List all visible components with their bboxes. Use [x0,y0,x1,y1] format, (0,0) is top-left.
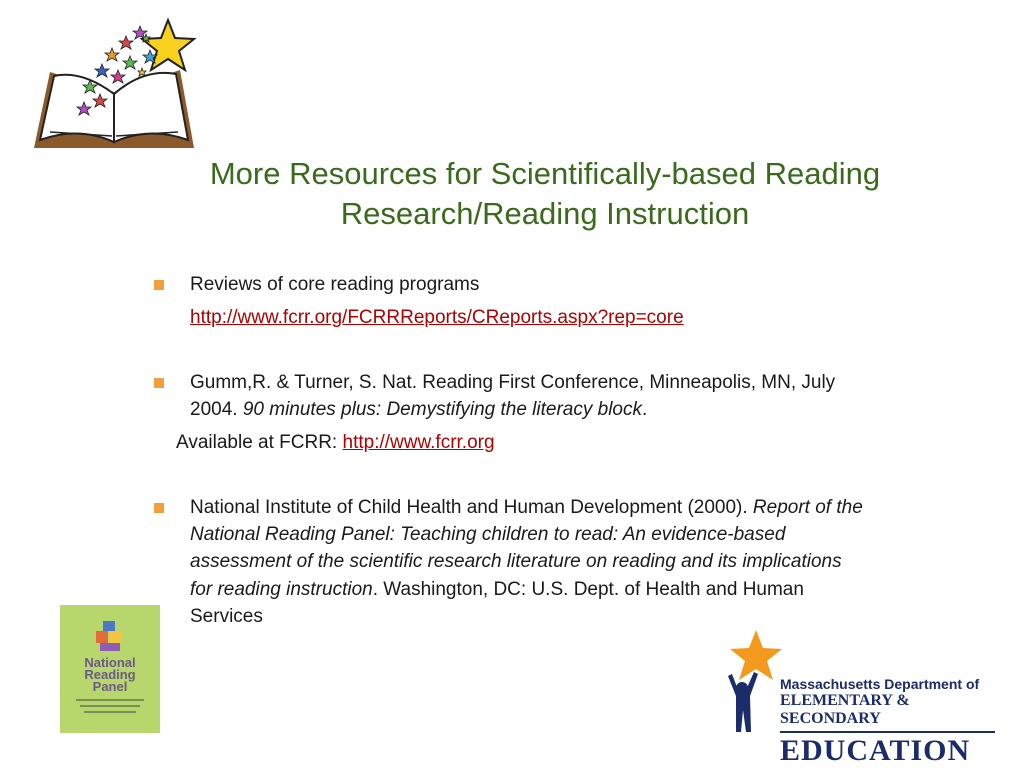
dese-logo-text [780,676,1005,766]
item-3-title-part-4: for reading instruction [190,579,373,600]
item-3-publisher: . Washington, DC: U.S. Dept. of Health and Human [372,579,804,600]
dese-star-person-icon [708,628,788,738]
dese-divider [780,731,995,733]
item-2-line-2 [190,396,647,423]
dese-line-1: Massachusetts Department of [780,676,980,692]
bullet-marker [154,280,164,290]
title-line-1: More Resources for Scientifically-based Reading [209,156,881,191]
cover-line-2: Reading [84,667,136,682]
item-3-title-part-1: Report of the [752,497,863,518]
cover-line-3: Panel [92,679,128,694]
item-2-book-title: 90 minutes plus: Demystifying the literacy block [242,399,642,420]
item-2-line-1: Gumm,R. & Turner, S. Nat. Reading First Conference, Minneapolis, MN, July [190,372,836,393]
cover-title [60,657,160,693]
item-2-year: 2004. [190,399,243,420]
cover-fine-print [72,697,148,717]
item-3-line-4 [190,576,804,603]
available-label: Available at FCRR: [176,432,343,453]
fcrr-home-link[interactable]: http://www.fcrr.org [342,432,495,453]
fcrr-core-link[interactable]: http://www.fcrr.org/FCRRReports/CReports.aspx?rep=core [190,307,684,328]
bullet-marker [154,378,164,388]
item-3-title-part-2: National Reading Panel: Teaching children to read: An evidence-based [190,524,786,545]
cover-line-1: National [84,655,136,670]
item-2-availability [176,429,495,456]
slide-title [120,154,970,234]
item-3-line-1 [190,494,863,521]
dese-line-2: ELEMENTARY & SECONDARY [780,692,910,727]
bullet-marker [154,503,164,513]
book-stars-logo [30,14,198,154]
dese-line-3: EDUCATION [780,734,971,767]
item-2-period: . [642,399,648,420]
item-1-text: Reviews of core reading programs [190,274,480,295]
item-3-line-5: Services [190,606,263,627]
title-line-2: Research/Reading Instruction [340,196,750,231]
report-cover-image [60,605,160,733]
item-3-title-part-3: assessment of the scientific research literature on reading and its implications [190,551,842,572]
item-3-author: National Institute of Child Health and Human Development (2000). [190,497,753,518]
abc-blocks-icon [94,621,126,651]
